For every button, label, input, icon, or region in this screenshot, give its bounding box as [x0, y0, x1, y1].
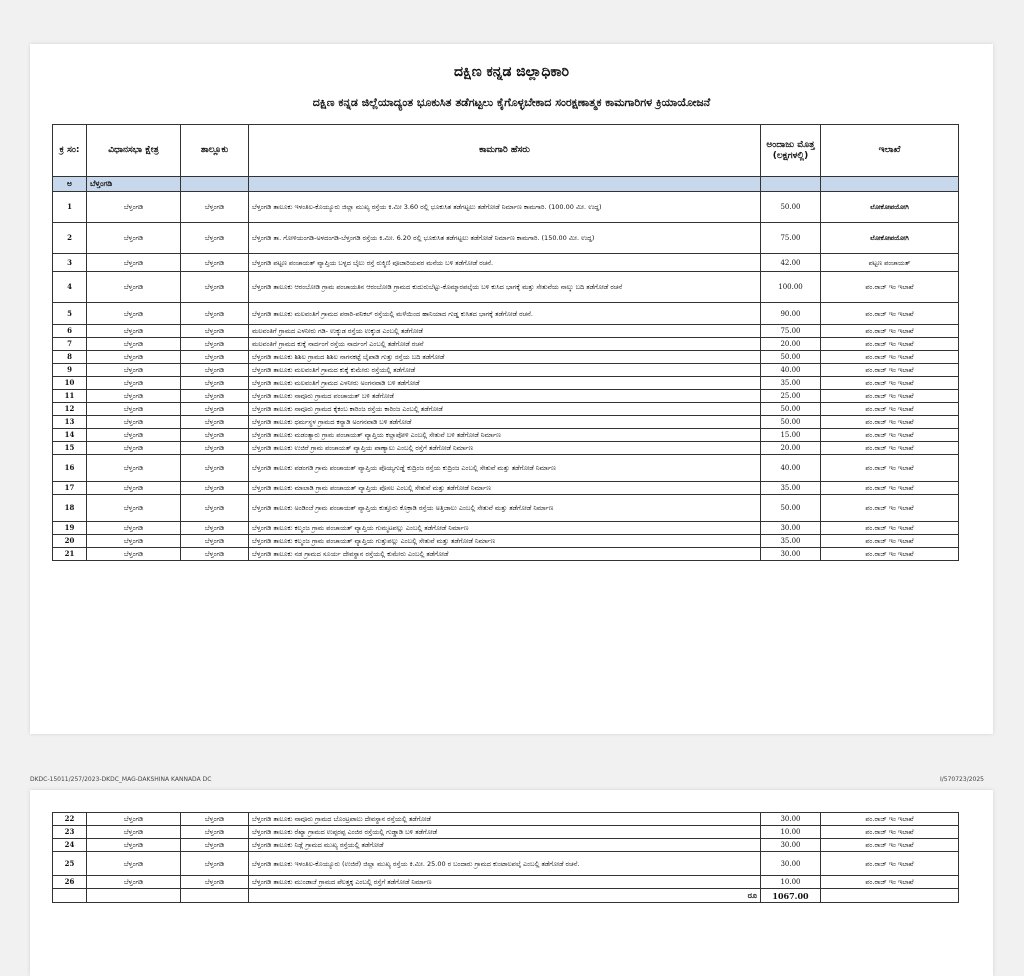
- table-row: [53, 839, 959, 852]
- row-department: ಪಂ.ರಾಜ್ ಇಂ ಇಲಾಖೆ: [821, 826, 959, 839]
- row-estimated-amount: 50.00: [761, 403, 821, 416]
- row-serial-no: 15: [53, 442, 87, 455]
- row-serial-no: 8: [53, 351, 87, 364]
- row-taluk: ಬೆಳ್ತಂಗಡಿ: [181, 522, 249, 535]
- row-estimated-amount: 10.00: [761, 826, 821, 839]
- row-department: ಲೋಕೋಪಯೋಗಿ: [821, 192, 959, 223]
- row-serial-no: 24: [53, 839, 87, 852]
- row-taluk: ಬೆಳ್ತಂಗಡಿ: [181, 325, 249, 338]
- row-taluk: ಬೆಳ್ತಂಗಡಿ: [181, 826, 249, 839]
- row-constituency: ಬೆಳ್ತಂಗಡಿ: [87, 535, 181, 548]
- row-estimated-amount: 20.00: [761, 442, 821, 455]
- row-work-name: ಬೆಳ್ತಂಗಡಿ ತಾಲೂಕು ಅಂಡಿಂಜೆ ಗ್ರಾಮ ಪಂಚಾಯತ್ ವ್ಯಾಪ್ತಿಯ ಕುತ್ತೂರು ಕೊಕ್ರಾಡಿ ರಸ್ತೆಯ ಅತ್ತಿಜಾಲು ಎಂಬಲ್ಲಿ ಸೇತುವೆ ಮತ್ತು ತಡೆಗೋಡೆ ನಿರ್ಮಾಣ: [249, 495, 761, 522]
- row-constituency: ಬೆಳ್ತಂಗಡಿ: [87, 254, 181, 272]
- row-work-name: ಬೆಳ್ತಂಗಡಿ ತಾಲೂಕು ಮಲವಂತಿಗೆ ಗ್ರಾಮದ ಕುಕ್ಕೆ ಕುಮೇರು ರಸ್ತೆಯಲ್ಲಿ ತಡೆಗೋಡೆ: [249, 364, 761, 377]
- page-subtitle: ದಕ್ಷಿಣ ಕನ್ನಡ ಜಿಲ್ಲೆಯಾದ್ಯಂತ ಭೂಕುಸಿತ ತಡೆಗಟ್ಟಲು ಕೈಗೊಳ್ಳಬೇಕಾದ ಸಂರಕ್ಷಣಾತ್ಮಕ ಕಾಮಗಾರಿಗಳ ಕ್ರಿಯಾಯೋಜನೆ: [312, 96, 711, 109]
- row-estimated-amount: 50.00: [761, 351, 821, 364]
- row-work-name: ಬೆಳ್ತಂಗಡಿ ತಾ. ಗೋಳಿಯಂಗಡಿ-ಅಳದಂಗಡಿ-ಬೆಳ್ತಂಗಡಿ ರಸ್ತೆಯ ಕಿ.ಮೀ. 6.20 ರಲ್ಲಿ ಭೂಕುಸಿತ ತಡೆಗಟ್ಟಲು ತಡೆಗೋಡೆ ನಿರ್ಮಾಣ ಕಾಮಗಾರಿ. (150.00 ಮೀ. ಉದ್ದ): [249, 223, 761, 254]
- row-taluk: ಬೆಳ್ತಂಗಡಿ: [181, 192, 249, 223]
- row-department: ಪಂ.ರಾಜ್ ಇಂ ಇಲಾಖೆ: [821, 338, 959, 351]
- row-serial-no: 2: [53, 223, 87, 254]
- row-department: ಪಂ.ರಾಜ್ ಇಂ ಇಲಾಖೆ: [821, 416, 959, 429]
- table-row: [53, 813, 959, 826]
- row-constituency: ಬೆಳ್ತಂಗಡಿ: [87, 272, 181, 303]
- table-row: [53, 254, 959, 272]
- table-row: [53, 403, 959, 416]
- header-taluk: ತಾಲ್ಲೂಕು: [181, 125, 249, 177]
- table-row: [53, 223, 959, 254]
- row-taluk: ಬೆಳ್ತಂಗಡಿ: [181, 303, 249, 325]
- row-serial-no: 16: [53, 455, 87, 482]
- row-work-name: ಮಲವಂತಿಗೆ ಗ್ರಾಮದ ಕುಕ್ಕೆ ನಾರ್ದಂಗೆ ರಸ್ತೆಯ ನಾರ್ದಂಗೆ ಎಂಬಲ್ಲಿ ತಡೆಗೋಡೆ ರಚನೆ: [249, 338, 761, 351]
- section-name: ಬೆಳ್ತಂಗಡಿ: [87, 177, 181, 192]
- row-estimated-amount: 15.00: [761, 429, 821, 442]
- row-serial-no: 18: [53, 495, 87, 522]
- row-taluk: ಬೆಳ್ತಂಗಡಿ: [181, 548, 249, 561]
- document-page-2: [30, 790, 993, 976]
- row-taluk: ಬೆಳ್ತಂಗಡಿ: [181, 876, 249, 889]
- row-work-name: ಬೆಳ್ತಂಗಡಿ ತಾಲೂಕು ಮಲವಂತಿಗೆ ಗ್ರಾಮದ ಎಳನೀರು ಅಂಗನವಾಡಿ ಬಳಿ ತಡೆಗೋಡೆ: [249, 377, 761, 390]
- row-estimated-amount: 10.00: [761, 876, 821, 889]
- row-work-name: ಬೆಳ್ತಂಗಡಿ ತಾಲೂಕು ಮಾಲಾಡಿ ಗ್ರಾಮ ಪಂಚಾಯತ್ ವ್ಯಾಪ್ತಿಯ ಪೊಸಲ ಎಂಬಲ್ಲಿ ಸೇತುವೆ ಮತ್ತು ತಡೆಗೋಡೆ ನಿರ್ಮಾಣ: [249, 482, 761, 495]
- row-constituency: ಬೆಳ್ತಂಗಡಿ: [87, 351, 181, 364]
- table-header-row: [53, 125, 959, 177]
- header-serial-no: ಕ್ರ ಸಂ:: [53, 125, 87, 177]
- row-serial-no: 11: [53, 390, 87, 403]
- table-row: [53, 455, 959, 482]
- footer-document-id: I/570723/2025: [940, 776, 984, 783]
- row-serial-no: 26: [53, 876, 87, 889]
- row-taluk: ಬೆಳ್ತಂಗಡಿ: [181, 429, 249, 442]
- row-taluk: ಬೆಳ್ತಂಗಡಿ: [181, 272, 249, 303]
- row-taluk: ಬೆಳ್ತಂಗಡಿ: [181, 482, 249, 495]
- page-title: ದಕ್ಷಿಣ ಕನ್ನಡ ಜಿಲ್ಲಾಧಿಕಾರಿ: [453, 64, 570, 80]
- table-row: [53, 826, 959, 839]
- row-constituency: ಬೆಳ್ತಂಗಡಿ: [87, 403, 181, 416]
- row-taluk: ಬೆಳ್ತಂಗಡಿ: [181, 839, 249, 852]
- row-constituency: ಬೆಳ್ತಂಗಡಿ: [87, 852, 181, 876]
- table-row: [53, 416, 959, 429]
- row-constituency: ಬೆಳ್ತಂಗಡಿ: [87, 364, 181, 377]
- table-row: [53, 482, 959, 495]
- section-row: [53, 177, 959, 192]
- row-constituency: ಬೆಳ್ತಂಗಡಿ: [87, 377, 181, 390]
- row-serial-no: 20: [53, 535, 87, 548]
- table-row: [53, 495, 959, 522]
- row-work-name: ಬೆಳ್ತಂಗಡಿ ತಾಲೂಕು ನಿಡ್ಲೆ ಗ್ರಾಮದ ಮುಖ್ಯ ರಸ್ತೆಯಲ್ಲಿ ತಡೆಗೋಡೆ: [249, 839, 761, 852]
- row-serial-no: 21: [53, 548, 87, 561]
- total-amount: 1067.00: [761, 889, 821, 903]
- row-work-name: ಬೆಳ್ತಂಗಡಿ ತಾಲೂಕು ಇಳಂತಿಲ-ಕೊಯ್ಯೂರು ಜಿಲ್ಲಾ ಮುಖ್ಯ ರಸ್ತೆಯ ಕಿ.ಮೀ 3.60 ರಲ್ಲಿ ಭೂಕುಸಿತ ತಡೆಗಟ್ಟಲು ತಡೆಗೋಡೆ ನಿರ್ಮಾಣ ಕಾಮಗಾರಿ. (100.00 ಮೀ. ಉದ್ದ): [249, 192, 761, 223]
- row-estimated-amount: 75.00: [761, 223, 821, 254]
- row-work-name: ಬೆಳ್ತಂಗಡಿ ತಾಲೂಕು ಮಡಂತ್ಯಾರು ಗ್ರಾಮ ಪಂಚಾಯತ್ ವ್ಯಾಪ್ತಿಯ ಕಲ್ಲಾಪೋಳಿ ಎಂಬಲ್ಲಿ ಸೇತುವೆ ಬಳಿ ತಡೆಗೋಡೆ ನಿರ್ಮಾಣ: [249, 429, 761, 442]
- table-row: [53, 522, 959, 535]
- works-table: [52, 124, 959, 561]
- row-department: ಲೋಕೋಪಯೋಗಿ: [821, 223, 959, 254]
- row-taluk: ಬೆಳ್ತಂಗಡಿ: [181, 852, 249, 876]
- row-constituency: ಬೆಳ್ತಂಗಡಿ: [87, 482, 181, 495]
- row-estimated-amount: 90.00: [761, 303, 821, 325]
- row-constituency: ಬೆಳ್ತಂಗಡಿ: [87, 813, 181, 826]
- row-taluk: ಬೆಳ್ತಂಗಡಿ: [181, 813, 249, 826]
- row-estimated-amount: 40.00: [761, 364, 821, 377]
- total-row: [53, 889, 959, 903]
- row-taluk: ಬೆಳ್ತಂಗಡಿ: [181, 223, 249, 254]
- table-row: [53, 351, 959, 364]
- row-department: ಪಂ.ರಾಜ್ ಇಂ ಇಲಾಖೆ: [821, 535, 959, 548]
- header-constituency: ವಿಧಾನಸಭಾ ಕ್ಷೇತ್ರ: [87, 125, 181, 177]
- row-department: ಪಂ.ರಾಜ್ ಇಂ ಇಲಾಖೆ: [821, 495, 959, 522]
- row-work-name: ಬೆಳ್ತಂಗಡಿ ತಾಲೂಕು ಶಿಶಿಲ ಗ್ರಾಮದ ಶಿಶಿಲ ನಾಗನಕಟ್ಟೆ ಬೈಪಾಡಿ ಗುತ್ತು ರಸ್ತೆಯ ಬದಿ ತಡೆಗೋಡೆ: [249, 351, 761, 364]
- row-department: ಪಂ.ರಾಜ್ ಇಂ ಇಲಾಖೆ: [821, 364, 959, 377]
- row-work-name: ಬೆಳ್ತಂಗಡಿ ತಾಲೂಕು ಮಲವಂತಿಗೆ ಗ್ರಾಮದ ಪರಾರಿ-ಪನಿಕಲ್ ರಸ್ತೆಯಲ್ಲಿ ಮಳೆಯಿಂದ ಹಾನಿಯಾದ ಗುಡ್ಡ ಕುಸಿತದ ಭಾಗಕ್ಕೆ ತಡೆಗೋಡೆ ರಚನೆ.: [249, 303, 761, 325]
- row-department: ಪಂ.ರಾಜ್ ಇಂ ಇಲಾಖೆ: [821, 303, 959, 325]
- row-work-name: ಬೆಳ್ತಂಗಡಿ ತಾಲೂಕು ಪಡಂಗಡಿ ಗ್ರಾಮ ಪಂಚಾಯತ್ ವ್ಯಾಪ್ತಿಯ ಪೊಯ್ಯಗುಡ್ಡೆ ಕುದ್ರಿಂಜ ರಸ್ತೆಯ ಕುದ್ರಿಂಜ ಎಂಬಲ್ಲಿ ಸೇತುವೆ ಮತ್ತು ತಡೆಗೋಡೆ ನಿರ್ಮಾಣ: [249, 455, 761, 482]
- row-estimated-amount: 40.00: [761, 455, 821, 482]
- row-department: ಪಂ.ರಾಜ್ ಇಂ ಇಲಾಖೆ: [821, 429, 959, 442]
- total-label: ರೂ: [249, 889, 761, 903]
- row-constituency: ಬೆಳ್ತಂಗಡಿ: [87, 442, 181, 455]
- row-constituency: ಬೆಳ್ತಂಗಡಿ: [87, 455, 181, 482]
- row-department: ಪಂ.ರಾಜ್ ಇಂ ಇಲಾಖೆ: [821, 442, 959, 455]
- row-constituency: ಬೆಳ್ತಂಗಡಿ: [87, 338, 181, 351]
- row-estimated-amount: 100.00: [761, 272, 821, 303]
- row-department: ಪಂ.ರಾಜ್ ಇಂ ಇಲಾಖೆ: [821, 813, 959, 826]
- row-department: ಪಟ್ಟಣ ಪಂಚಾಯತ್: [821, 254, 959, 272]
- row-constituency: ಬೆಳ್ತಂಗಡಿ: [87, 495, 181, 522]
- table-row: [53, 303, 959, 325]
- row-constituency: ಬೆಳ್ತಂಗಡಿ: [87, 522, 181, 535]
- row-serial-no: 3: [53, 254, 87, 272]
- table-row: [53, 390, 959, 403]
- row-constituency: ಬೆಳ್ತಂಗಡಿ: [87, 390, 181, 403]
- row-estimated-amount: 35.00: [761, 482, 821, 495]
- table-row: [53, 364, 959, 377]
- row-serial-no: 1: [53, 192, 87, 223]
- row-constituency: ಬೆಳ್ತಂಗಡಿ: [87, 192, 181, 223]
- row-taluk: ಬೆಳ್ತಂಗಡಿ: [181, 495, 249, 522]
- row-department: ಪಂ.ರಾಜ್ ಇಂ ಇಲಾಖೆ: [821, 351, 959, 364]
- row-constituency: ಬೆಳ್ತಂಗಡಿ: [87, 876, 181, 889]
- header-work-name: ಕಾಮಗಾರಿ ಹೆಸರು: [249, 125, 761, 177]
- row-taluk: ಬೆಳ್ತಂಗಡಿ: [181, 377, 249, 390]
- row-constituency: ಬೆಳ್ತಂಗಡಿ: [87, 839, 181, 852]
- row-department: ಪಂ.ರಾಜ್ ಇಂ ಇಲಾಖೆ: [821, 272, 959, 303]
- row-constituency: ಬೆಳ್ತಂಗಡಿ: [87, 548, 181, 561]
- row-estimated-amount: 30.00: [761, 852, 821, 876]
- row-work-name: ಬೆಳ್ತಂಗಡಿ ತಾಲೂಕು ನಾವೂರು ಗ್ರಾಮದ ಬೊಂಟ್ರಪಾಲು ದೇವಸ್ಥಾನ ರಸ್ತೆಯಲ್ಲಿ ತಡೆಗೋಡೆ: [249, 813, 761, 826]
- table-row: [53, 192, 959, 223]
- row-taluk: ಬೆಳ್ತಂಗಡಿ: [181, 403, 249, 416]
- row-estimated-amount: 30.00: [761, 839, 821, 852]
- row-department: ಪಂ.ರಾಜ್ ಇಂ ಇಲಾಖೆ: [821, 548, 959, 561]
- row-estimated-amount: 50.00: [761, 192, 821, 223]
- row-constituency: ಬೆಳ್ತಂಗಡಿ: [87, 325, 181, 338]
- row-constituency: ಬೆಳ್ತಂಗಡಿ: [87, 429, 181, 442]
- row-work-name: ಬೆಳ್ತಂಗಡಿ ಪಟ್ಟಣ ಪಂಚಾಯತ್ ವ್ಯಾಪ್ತಿಯ ಬಳ್ಳದ ಬೈಲು ರಸ್ತೆ ರುಕ್ಮಿಣಿ ಪೂಜಾರಿಯವರ ಮನೆಯ ಬಳಿ ತಡೆಗೋಡೆ ರಚನೆ.: [249, 254, 761, 272]
- row-serial-no: 23: [53, 826, 87, 839]
- row-department: ಪಂ.ರಾಜ್ ಇಂ ಇಲಾಖೆ: [821, 390, 959, 403]
- row-estimated-amount: 30.00: [761, 548, 821, 561]
- row-estimated-amount: 35.00: [761, 535, 821, 548]
- row-serial-no: 9: [53, 364, 87, 377]
- row-estimated-amount: 35.00: [761, 377, 821, 390]
- header-estimated-amount: ಅಂದಾಜು ಮೊತ್ತ (ಲಕ್ಷಗಳಲ್ಲಿ): [761, 125, 821, 177]
- table-row: [53, 377, 959, 390]
- row-serial-no: 22: [53, 813, 87, 826]
- row-taluk: ಬೆಳ್ತಂಗಡಿ: [181, 364, 249, 377]
- header-department: ಇಲಾಖೆ: [821, 125, 959, 177]
- row-department: ಪಂ.ರಾಜ್ ಇಂ ಇಲಾಖೆ: [821, 852, 959, 876]
- row-work-name: ಬೆಳ್ತಂಗಡಿ ತಾಲೂಕು ಉಜಿರೆ ಗ್ರಾಮ ಪಂಚಾಯತ್ ವ್ಯಾಪ್ತಿಯ ಪಾಣ್ಯಾಲು ಎಂಬಲ್ಲಿ ರಸ್ತೆಗೆ ತಡೆಗೋಡೆ ನಿರ್ಮಾಣ: [249, 442, 761, 455]
- table-row: [53, 548, 959, 561]
- row-work-name: ಬೆಳ್ತಂಗಡಿ ತಾಲೂಕು ಆರಂಬೋಡಿ ಗ್ರಾಮ ಪಂಚಾಯತಿನ ಆರಂಬೋಡಿ ಗ್ರಾಮದ ಕುದುರುಬೆಟ್ಟು-ಕೊಮ್ಮಾರಪಲ್ಕೆಯ ಬಳಿ ಕುಸಿದ ಭಾಗಕ್ಕೆ ಮತ್ತು ಸೇತುವೆಯ ನಾಲ್ಕು ಬದಿ ತಡೆಗೋಡೆ ರಚನೆ: [249, 272, 761, 303]
- row-estimated-amount: 75.00: [761, 325, 821, 338]
- row-department: ಪಂ.ರಾಜ್ ಇಂ ಇಲಾಖೆ: [821, 325, 959, 338]
- row-constituency: ಬೆಳ್ತಂಗಡಿ: [87, 303, 181, 325]
- row-taluk: ಬೆಳ್ತಂಗಡಿ: [181, 442, 249, 455]
- row-department: ಪಂ.ರಾಜ್ ಇಂ ಇಲಾಖೆ: [821, 839, 959, 852]
- row-department: ಪಂ.ರಾಜ್ ಇಂ ಇಲಾಖೆ: [821, 482, 959, 495]
- row-constituency: ಬೆಳ್ತಂಗಡಿ: [87, 223, 181, 254]
- table-row: [53, 852, 959, 876]
- row-serial-no: 6: [53, 325, 87, 338]
- row-estimated-amount: 50.00: [761, 495, 821, 522]
- works-table-continued: [52, 812, 959, 903]
- row-work-name: ಬೆಳ್ತಂಗಡಿ ತಾಲೂಕು ಕಲ್ಮಂಜ ಗ್ರಾಮ ಪಂಚಾಯತ್ ವ್ಯಾಪ್ತಿಯ ಗುಮ್ಮಟಪಲ್ಲು ಎಂಬಲ್ಲಿ ತಡೆಗೋಡೆ ನಿರ್ಮಾಣ: [249, 522, 761, 535]
- table-row: [53, 535, 959, 548]
- row-taluk: ಬೆಳ್ತಂಗಡಿ: [181, 338, 249, 351]
- row-department: ಪಂ.ರಾಜ್ ಇಂ ಇಲಾಖೆ: [821, 377, 959, 390]
- row-estimated-amount: 42.00: [761, 254, 821, 272]
- document-page-1: [30, 44, 993, 734]
- row-estimated-amount: 50.00: [761, 416, 821, 429]
- row-constituency: ಬೆಳ್ತಂಗಡಿ: [87, 416, 181, 429]
- row-work-name: ಬೆಳ್ತಂಗಡಿ ತಾಲೂಕು ಧರ್ಮಸ್ಥಳ ಗ್ರಾಮದ ಕನ್ಯಾಡಿ ಅಂಗನವಾಡಿ ಬಳಿ ತಡೆಗೋಡೆ: [249, 416, 761, 429]
- row-taluk: ಬೆಳ್ತಂಗಡಿ: [181, 351, 249, 364]
- row-department: ಪಂ.ರಾಜ್ ಇಂ ಇಲಾಖೆ: [821, 455, 959, 482]
- table-row: [53, 325, 959, 338]
- table-row: [53, 338, 959, 351]
- row-estimated-amount: 30.00: [761, 813, 821, 826]
- table-row: [53, 876, 959, 889]
- row-serial-no: 17: [53, 482, 87, 495]
- row-estimated-amount: 30.00: [761, 522, 821, 535]
- row-estimated-amount: 20.00: [761, 338, 821, 351]
- row-serial-no: 12: [53, 403, 87, 416]
- row-department: ಪಂ.ರಾಜ್ ಇಂ ಇಲಾಖೆ: [821, 403, 959, 416]
- row-work-name: ಬೆಳ್ತಂಗಡಿ ತಾಲೂಕು ಮುಂಡಾಜೆ ಗ್ರಾಮದ ಪೆಲತ್ತಕ್ಕ ಎಂಬಲ್ಲಿ ರಸ್ತೆಗೆ ತಡೆಗೋಡೆ ನಿರ್ಮಾಣ: [249, 876, 761, 889]
- row-work-name: ಬೆಳ್ತಂಗಡಿ ತಾಲೂಕು ನಡ ಗ್ರಾಮದ ಸೂರ್ಯ ದೇವಸ್ಥಾನ ರಸ್ತೆಯಲ್ಲಿ ಕುಮೇರು ಎಂಬಲ್ಲಿ ತಡೆಗೋಡೆ: [249, 548, 761, 561]
- row-taluk: ಬೆಳ್ತಂಗಡಿ: [181, 390, 249, 403]
- row-serial-no: 14: [53, 429, 87, 442]
- row-work-name: ಬೆಳ್ತಂಗಡಿ ತಾಲೂಕು ಕಲ್ಮಂಜ ಗ್ರಾಮ ಪಂಚಾಯತ್ ವ್ಯಾಪ್ತಿಯ ಗುತ್ತುಪಲ್ಲು ಎಂಬಲ್ಲಿ ಸೇತುವೆ ಮತ್ತು ತಡೆಗೋಡೆ ನಿರ್ಮಾಣ: [249, 535, 761, 548]
- row-estimated-amount: 25.00: [761, 390, 821, 403]
- table-row: [53, 429, 959, 442]
- row-serial-no: 19: [53, 522, 87, 535]
- row-serial-no: 5: [53, 303, 87, 325]
- row-department: ಪಂ.ರಾಜ್ ಇಂ ಇಲಾಖೆ: [821, 876, 959, 889]
- footer-file-reference: DKDC-15011/257/2023-DKDC_MAG-DAKSHINA KANNADA DC: [30, 776, 212, 783]
- row-taluk: ಬೆಳ್ತಂಗಡಿ: [181, 535, 249, 548]
- row-serial-no: 7: [53, 338, 87, 351]
- row-taluk: ಬೆಳ್ತಂಗಡಿ: [181, 254, 249, 272]
- row-serial-no: 4: [53, 272, 87, 303]
- row-taluk: ಬೆಳ್ತಂಗಡಿ: [181, 455, 249, 482]
- row-work-name: ಬೆಳ್ತಂಗಡಿ ತಾಲೂಕು ನಾವೂರು ಗ್ರಾಮದ ಕೈಕಂಬ ಕಾರಿಂಜ ರಸ್ತೆಯ ಕಾರಿಂಜ ಎಂಬಲ್ಲಿ ತಡೆಗೋಡೆ: [249, 403, 761, 416]
- row-serial-no: 25: [53, 852, 87, 876]
- section-no: ಅ: [53, 177, 87, 192]
- row-department: ಪಂ.ರಾಜ್ ಇಂ ಇಲಾಖೆ: [821, 522, 959, 535]
- table-row: [53, 272, 959, 303]
- row-serial-no: 13: [53, 416, 87, 429]
- row-serial-no: 10: [53, 377, 87, 390]
- row-work-name: ಬೆಳ್ತಂಗಡಿ ತಾಲೂಕು ಇಳಂತಿಲ-ಕೊಯ್ಯೂರು (ಉಜಿರೆ) ಜಿಲ್ಲಾ ಮುಖ್ಯ ರಸ್ತೆಯ ಕಿ.ಮೀ. 25.00 ರ ಬಂದಾರು ಗ್ರಾಮದ ಕುಂಟಾಲಪಲ್ಕೆ ಎಂಬಲ್ಲಿ ತಡೆಗೋಡೆ ರಚನೆ.: [249, 852, 761, 876]
- row-work-name: ಬೆಳ್ತಂಗಡಿ ತಾಲೂಕು ನಾವೂರು ಗ್ರಾಮದ ಪಂಚಾಯತ್ ಬಳಿ ತಡೆಗೋಡೆ: [249, 390, 761, 403]
- row-work-name: ಮಲವಂತಿಗೆ ಗ್ರಾಮದ ಎಳನೀರು ಗಡಿ- ಉಕ್ಕುಡ ರಸ್ತೆಯ ಉಕ್ಕುಡ ಎಂಬಲ್ಲಿ ತಡೆಗೋಡೆ: [249, 325, 761, 338]
- row-work-name: ಬೆಳ್ತಂಗಡಿ ತಾಲೂಕು ರೆಖ್ಯಾ ಗ್ರಾಮದ ಉಪ್ಪರಪ್ಪ ಎಂಜಿರ ರಸ್ತೆಯಲ್ಲಿ ಗುಡ್ಡಾಡಿ ಬಳಿ ತಡೆಗೋಡೆ: [249, 826, 761, 839]
- row-taluk: ಬೆಳ್ತಂಗಡಿ: [181, 416, 249, 429]
- table-row: [53, 442, 959, 455]
- row-constituency: ಬೆಳ್ತಂಗಡಿ: [87, 826, 181, 839]
